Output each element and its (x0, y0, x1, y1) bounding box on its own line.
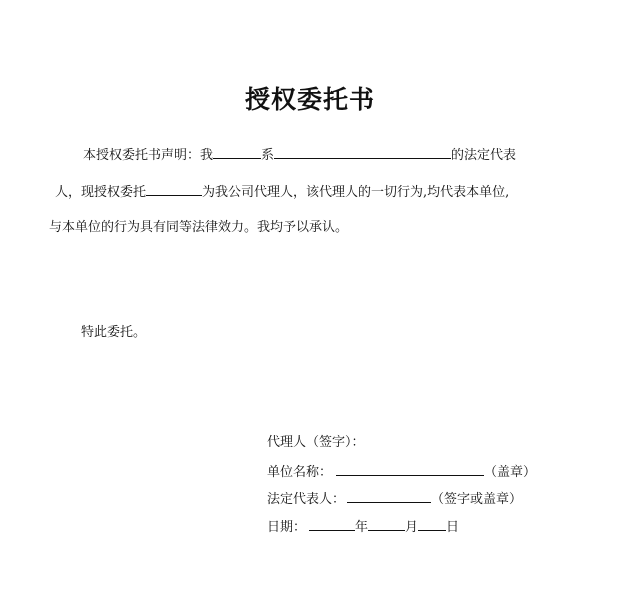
unit-name-line (267, 462, 536, 482)
legal-rep-text: 的法定代表 (451, 148, 517, 163)
unit-name-label: 单位名称： (267, 465, 333, 480)
unit-name-blank (336, 462, 484, 476)
agent-signature-label: 代理人（签字）： (267, 435, 365, 450)
day-blank (418, 517, 446, 531)
authorize-text: 人，现授权委托 (55, 185, 147, 200)
legal-rep-blank (347, 489, 431, 503)
paragraph-line-1 (83, 145, 516, 165)
legal-rep-label: 法定代表人： (267, 492, 346, 507)
agent-scope-text: 为我公司代理人，该代理人的一切行为,均代表本单位, (202, 185, 510, 200)
declaration-text: 本授权委托书声明：我 (83, 148, 214, 163)
year-text: 年 (355, 520, 369, 535)
year-blank (309, 517, 355, 531)
day-text: 日 (446, 520, 460, 535)
company-blank (274, 145, 451, 159)
month-text: 月 (405, 520, 419, 535)
name-blank (213, 145, 261, 159)
legal-rep-sign-text: （签字或盖章） (431, 492, 523, 507)
date-label: 日期： (267, 520, 307, 535)
agent-signature-line (267, 434, 365, 452)
legal-rep-line (267, 489, 522, 509)
unit-seal-text: （盖章） (484, 465, 537, 480)
month-blank (368, 517, 405, 531)
special-entrust-text: 特此委托。 (81, 325, 147, 340)
paragraph-line-3: 与本单位的行为具有同等法律效力。我均予以承认。 (49, 220, 349, 235)
relation-text: 系 (261, 148, 275, 163)
agent-name-blank (146, 182, 202, 196)
document-title: 授权委托书 (244, 85, 375, 114)
date-line (267, 517, 459, 537)
paragraph-line-2 (55, 182, 509, 202)
